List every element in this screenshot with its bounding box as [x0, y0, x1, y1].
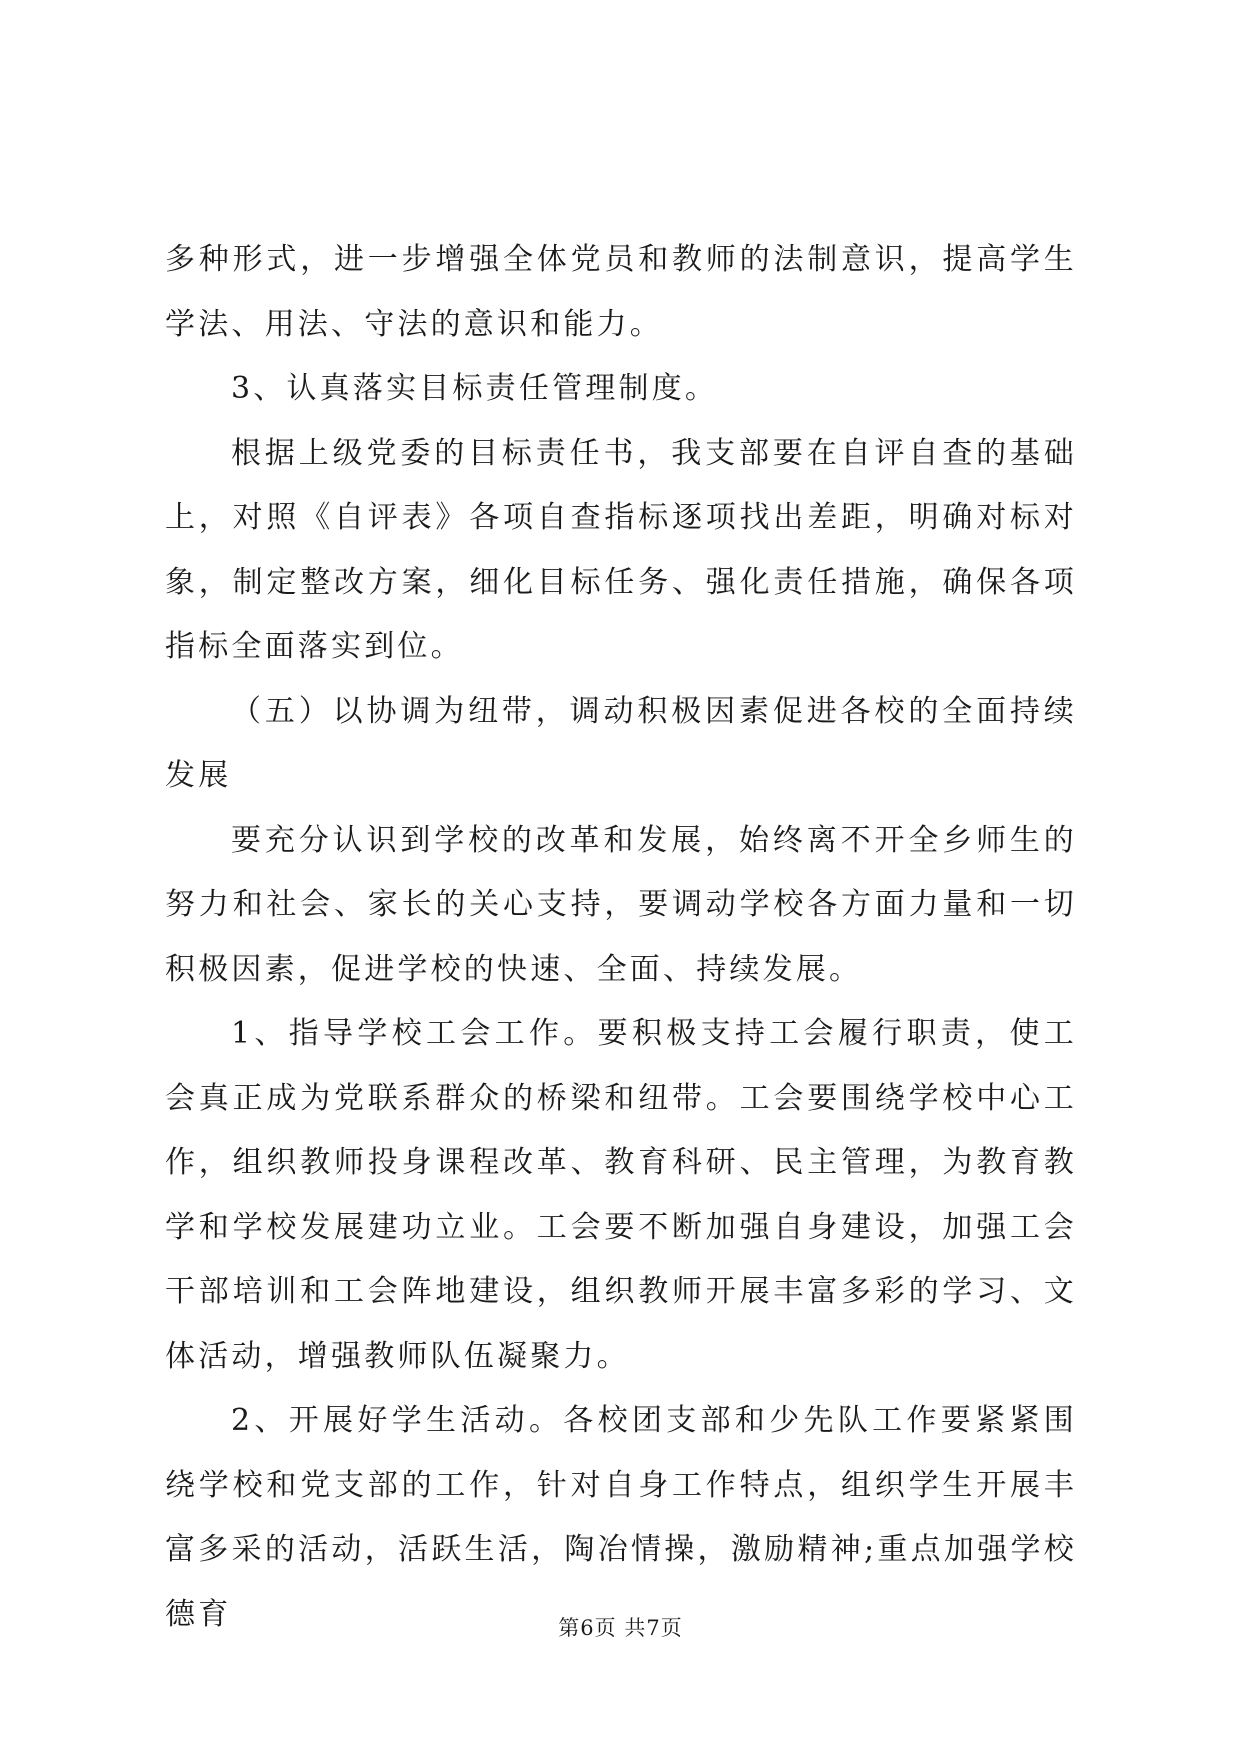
paragraph-2: 3、认真落实目标责任管理制度。 — [231, 371, 719, 406]
paragraph-6: 1、指导学校工会工作。要积极支持工会履行职责，使工会真正成为党联系群众的桥梁和纽带。工会要围绕学校中心工作，组织教师投身课程改革、教育科研、民主管理，为教育教学和学校发展建功立业。工会要不断加强自身建设，加强工会干部培训和工会阵地建设，组织教师开展丰富多彩的学习、文体活动，增强教师队伍凝聚力。 — [165, 1016, 1077, 1374]
paragraph-1: 多种形式，进一步增强全体党员和教师的法制意识，提高学生学法、用法、守法的意识和能力。 — [165, 242, 1077, 342]
paragraph-7: 2、开展好学生活动。各校团支部和少先队工作要紧紧围绕学校和党支部的工作，针对自身工作特点，组织学生开展丰富多采的活动，活跃生活，陶冶情操，激励精神;重点加强学校德育 — [165, 1403, 1077, 1632]
paragraph-5: 要充分认识到学校的改革和发展，始终离不开全乡师生的努力和社会、家长的关心支持，要调动学校各方面力量和一切积极因素，促进学校的快速、全面、持续发展。 — [165, 822, 1077, 987]
document-body — [165, 228, 1077, 1647]
section-heading: （五）以协调为纽带，调动积极因素促进各校的全面持续发展 — [165, 693, 1077, 793]
page-footer: 第6页 共7页 — [558, 1616, 683, 1640]
paragraph-3: 根据上级党委的目标责任书，我支部要在自评自查的基础上，对照《自评表》各项自查指标逐项找出差距，明确对标对象，制定整改方案，细化目标任务、强化责任措施，确保各项指标全面落实到位。 — [165, 435, 1077, 664]
